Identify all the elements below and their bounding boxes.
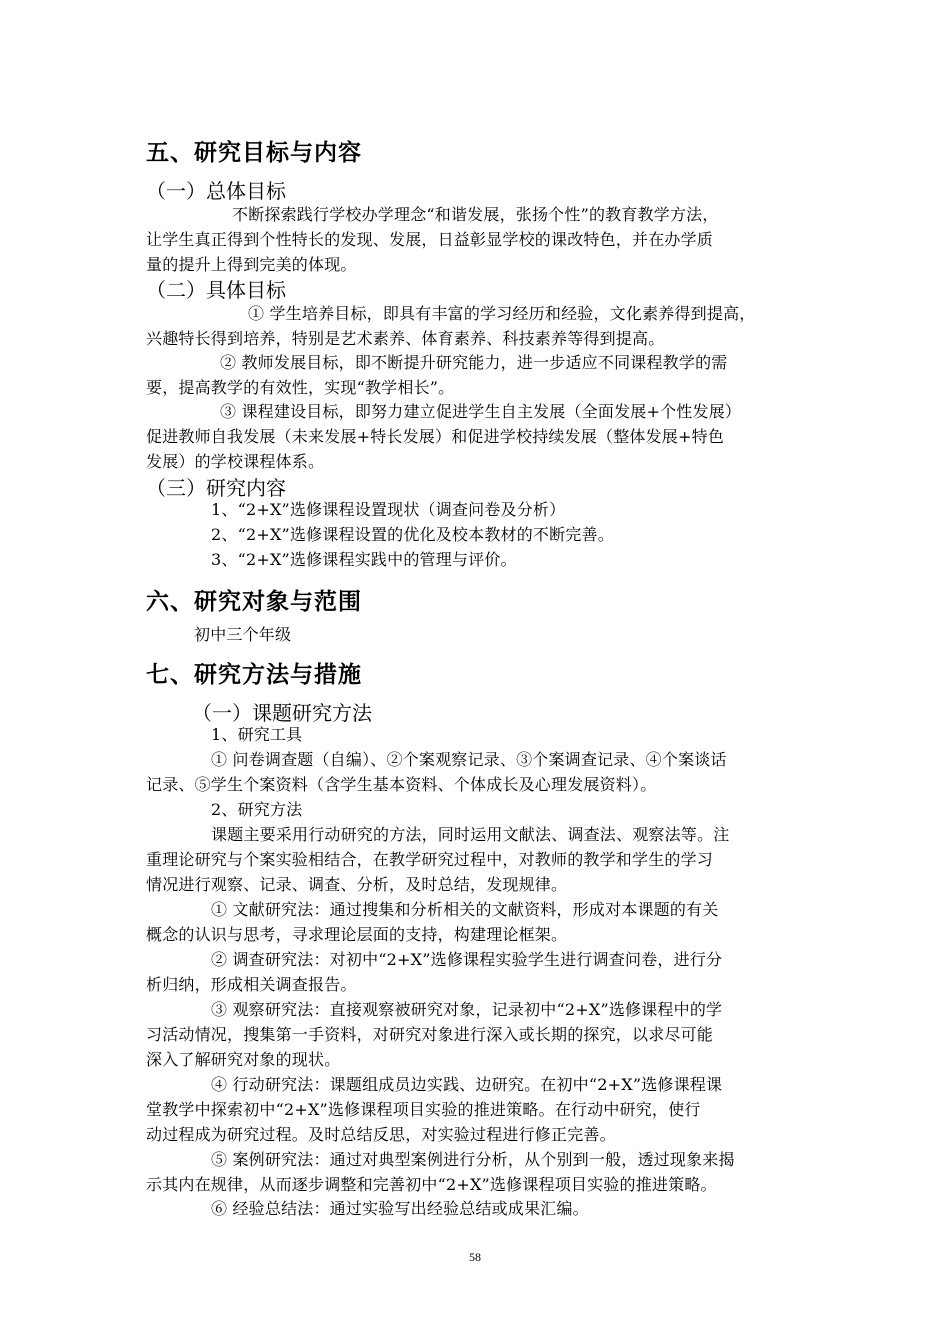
paragraph-line: ④ 行动研究法：课题组成员边实践、边研究。在初中“2+X”选修课程课 <box>211 1075 723 1094</box>
paragraph-line: 要，提高教学的有效性，实现“教学相长”。 <box>146 378 455 397</box>
section-5-heading: 五、研究目标与内容 <box>146 140 362 166</box>
paragraph-line: 让学生真正得到个性特长的发现、发展，日益彰显学校的课改特色，并在办学质 <box>146 230 714 249</box>
paragraph-line: ⑥ 经验总结法：通过实验写出经验总结或成果汇编。 <box>211 1199 589 1218</box>
paragraph-line: 量的提升上得到完美的体现。 <box>146 255 357 274</box>
section-6-heading: 六、研究对象与范围 <box>146 589 362 615</box>
paragraph-line: 深入了解研究对象的现状。 <box>146 1050 341 1069</box>
paragraph-line: ② 教师发展目标，即不断提升研究能力，进一步适应不同课程教学的需 <box>220 353 728 372</box>
paragraph-line: 2、研究方法 <box>211 800 303 819</box>
paragraph-line: 概念的认识与思考，寻求理论层面的支持，构建理论框架。 <box>146 925 568 944</box>
paragraph-line: 初中三个年级 <box>194 625 292 644</box>
paragraph-line: 发展）的学校课程体系。 <box>146 452 325 471</box>
paragraph-line: 课题主要采用行动研究的方法，同时运用文献法、调查法、观察法等。注 <box>211 825 730 844</box>
paragraph-line: ⑤ 案例研究法：通过对典型案例进行分析，从个别到一般，透过现象来揭 <box>211 1150 735 1169</box>
paragraph-line: 情况进行观察、记录、调查、分析，及时总结，发现规律。 <box>146 875 568 894</box>
paragraph-line: 重理论研究与个案实验相结合，在教学研究过程中，对教师的教学和学生的学习 <box>146 850 714 869</box>
paragraph-line: 动过程成为研究过程。及时总结反思，对实验过程进行修正完善。 <box>146 1125 616 1144</box>
section-7-heading: 七、研究方法与措施 <box>146 662 362 688</box>
paragraph-line: ① 问卷调查题（自编）、②个案观察记录、③个案调查记录、④个案谈话 <box>211 750 727 769</box>
page-number: 58 <box>469 1250 481 1264</box>
paragraph-line: 记录、⑤学生个案资料（含学生基本资料、个体成长及心理发展资料）。 <box>146 775 657 794</box>
paragraph-line: ① 文献研究法：通过搜集和分析相关的文献资料，形成对本课题的有关 <box>211 900 719 919</box>
list-item: 2、“2+X”选修课程设置的优化及校本教材的不断完善。 <box>211 525 614 544</box>
list-item: 1、“2+X”选修课程设置现状（调查问卷及分析） <box>211 500 566 519</box>
subsection-methods-heading: （一）课题研究方法 <box>192 701 372 725</box>
paragraph-line: 1、研究工具 <box>211 725 303 744</box>
paragraph-line: ③ 观察研究法：直接观察被研究对象，记录初中“2+X”选修课程中的学 <box>211 1000 723 1019</box>
paragraph-line: ② 调查研究法：对初中“2+X”选修课程实验学生进行调查问卷，进行分 <box>211 950 723 969</box>
paragraph-line: 习活动情况，搜集第一手资料，对研究对象进行深入或长期的探究，以求尽可能 <box>146 1025 714 1044</box>
subsection-overall-goal-heading: （一）总体目标 <box>146 179 286 203</box>
paragraph-line: 析归纳，形成相关调查报告。 <box>146 975 357 994</box>
subsection-research-content-heading: （三）研究内容 <box>146 476 286 500</box>
paragraph-line: 兴趣特长得到培养，特别是艺术素养、体育素养、科技素养等得到提高。 <box>146 329 665 348</box>
paragraph-line: 促进教师自我发展（未来发展+特长发展）和促进学校持续发展（整体发展+特色 <box>146 427 725 446</box>
paragraph-line: ① 学生培养目标，即具有丰富的学习经历和经验，文化素养得到提高， <box>248 304 756 323</box>
paragraph-line: 堂教学中探索初中“2+X”选修课程项目实验的推进策略。在行动中研究，使行 <box>146 1100 701 1119</box>
paragraph-line: ③ 课程建设目标，即努力建立促进学生自主发展（全面发展+个性发展） <box>220 402 742 421</box>
paragraph-line: 不断探索践行学校办学理念“和谐发展，张扬个性”的教育教学方法， <box>232 205 719 224</box>
list-item: 3、“2+X”选修课程实践中的管理与评价。 <box>211 550 517 569</box>
paragraph-line: 示其内在规律，从而逐步调整和完善初中“2+X”选修课程项目实验的推进策略。 <box>146 1175 717 1194</box>
subsection-specific-goal-heading: （二）具体目标 <box>146 278 286 302</box>
